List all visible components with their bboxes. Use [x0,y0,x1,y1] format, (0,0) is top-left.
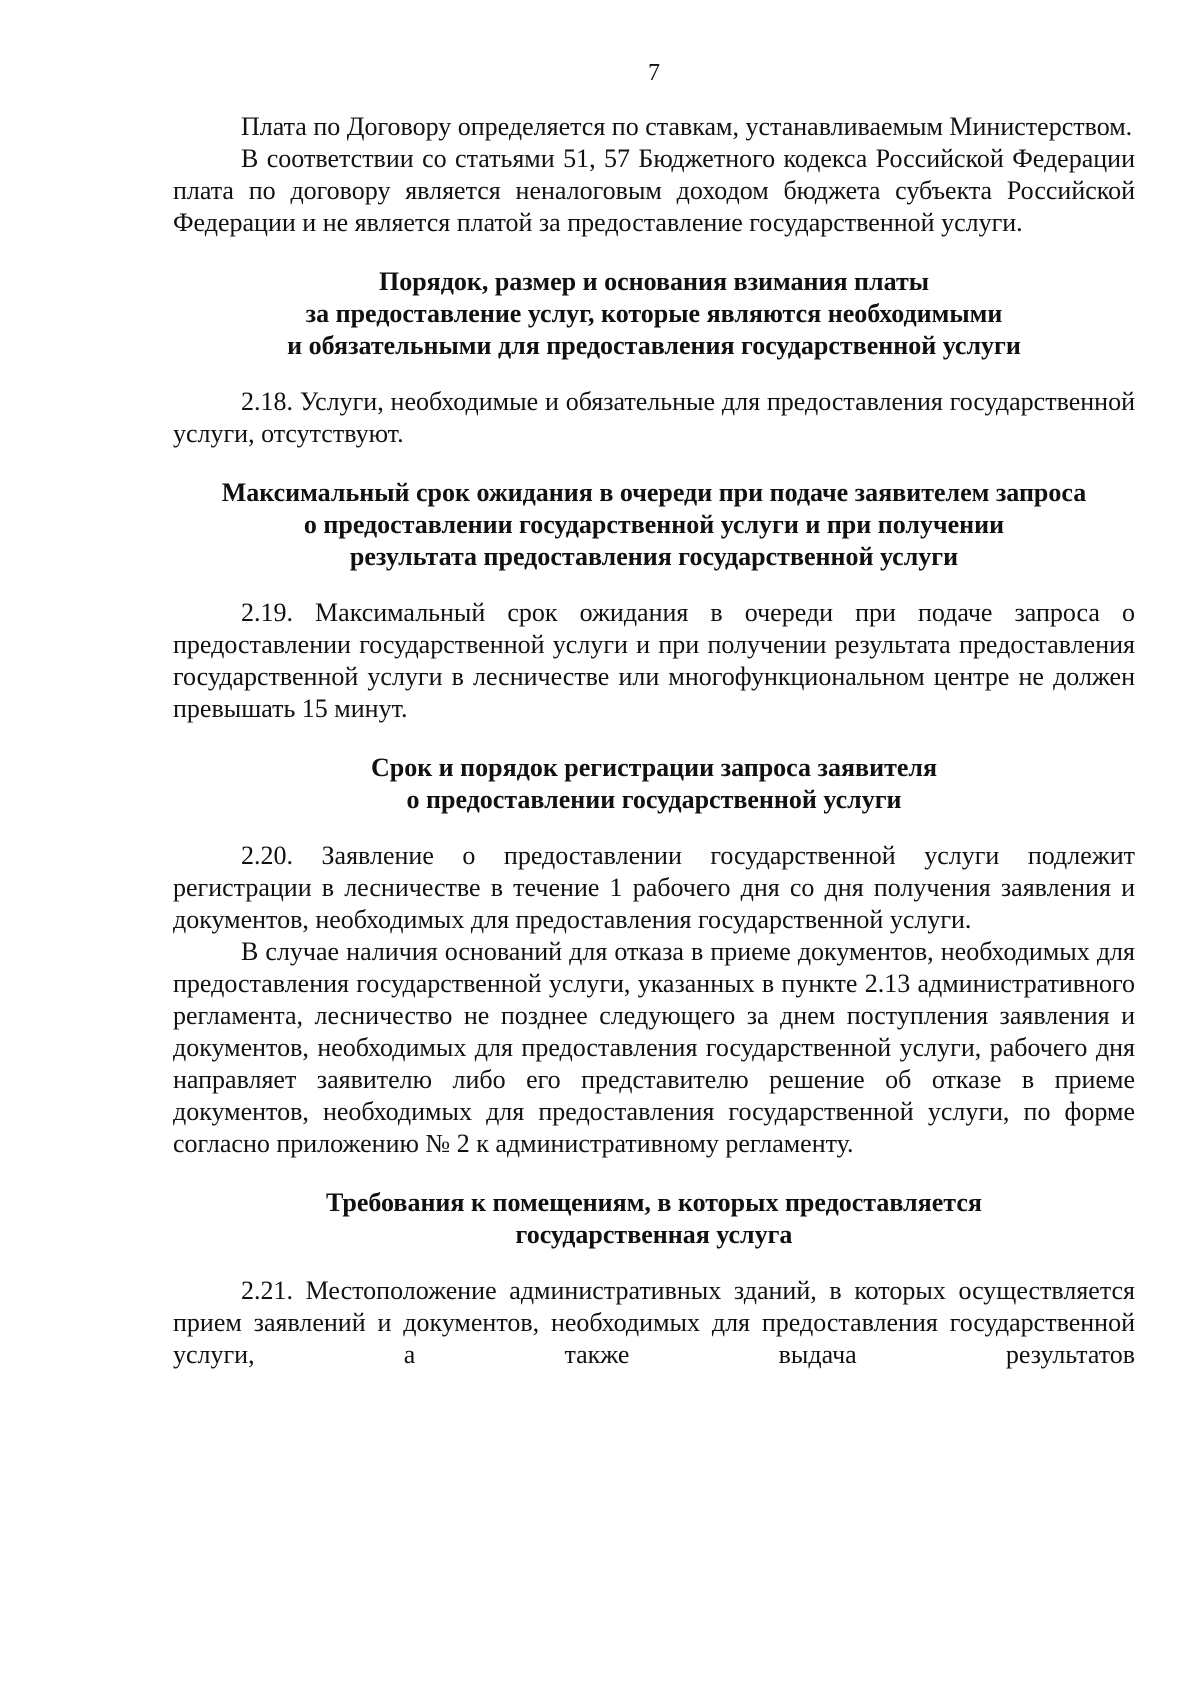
heading-line: Максимальный срок ожидания в очереди при подаче заявителем запроса [221,478,1087,507]
paragraph-2-18: 2.18. Услуги, необходимые и обязательные для предоставления государственной услуги, отсутствуют. [173,387,1135,448]
section-heading-queue-time [173,477,1135,573]
document-page [173,58,1135,1668]
heading-line: за предоставление услуг, которые являются необходимыми [305,299,1003,328]
paragraph-budget-code: В соответствии со статьями 51, 57 Бюджетного кодекса Российской Федерации плата по договору является неналоговым доходом бюджета субъекта Российской Федерации и не является платой за предоставление государственной услуги. [173,144,1135,237]
heading-line: государственная услуга [515,1220,793,1249]
heading-line: о предоставлении государственной услуги и при получении [303,510,1005,539]
paragraph-fee: Плата по Договору определяется по ставкам, устанавливаемым Министерством. [241,112,1133,141]
paragraph-refusal: В случае наличия оснований для отказа в приеме документов, необходимых для предоставления государственной услуги, указанных в пункте 2.13 административного регламента, лесничество не позднее следующего за днем поступления заявления и документов, необходимых для предоставления государственной услуги, рабочего дня направляет заявителю либо его представителю решение об отказе в приеме документов, необходимых для предоставления государственной услуги, по форме согласно приложению № 2 к административному регламенту. [173,937,1135,1158]
paragraph-2-19: 2.19. Максимальный срок ожидания в очереди при подаче запроса о предоставлении государственной услуги и при получении результата предоставления государственной услуги в лесничестве или многофункциональном центре не должен превышать 15 минут. [173,598,1135,723]
paragraph-2-20: 2.20. Заявление о предоставлении государственной услуги подлежит регистрации в лесничестве в течение 1 рабочего дня со дня получения заявления и документов, необходимых для предоставления государственной услуги. [173,841,1135,934]
heading-line: Порядок, размер и основания взимания платы [378,267,930,296]
heading-line: о предоставлении государственной услуги [406,785,902,814]
heading-line: и обязательными для предоставления государственной услуги [287,331,1021,360]
heading-line: Требования к помещениям, в которых предоставляется [326,1188,982,1217]
heading-line: Срок и порядок регистрации запроса заявителя [370,753,938,782]
section-heading-registration [173,752,1135,816]
heading-line: результата предоставления государственной услуги [349,542,959,571]
paragraph-2-21: 2.21. Местоположение административных зданий, в которых осуществляется прием заявлений и документов, необходимых для предоставления государственной услуги, а также выдача результатов [173,1276,1135,1369]
section-heading-premises [173,1187,1135,1251]
section-heading-fee-procedure [173,266,1135,362]
page-number: 7 [648,60,660,86]
